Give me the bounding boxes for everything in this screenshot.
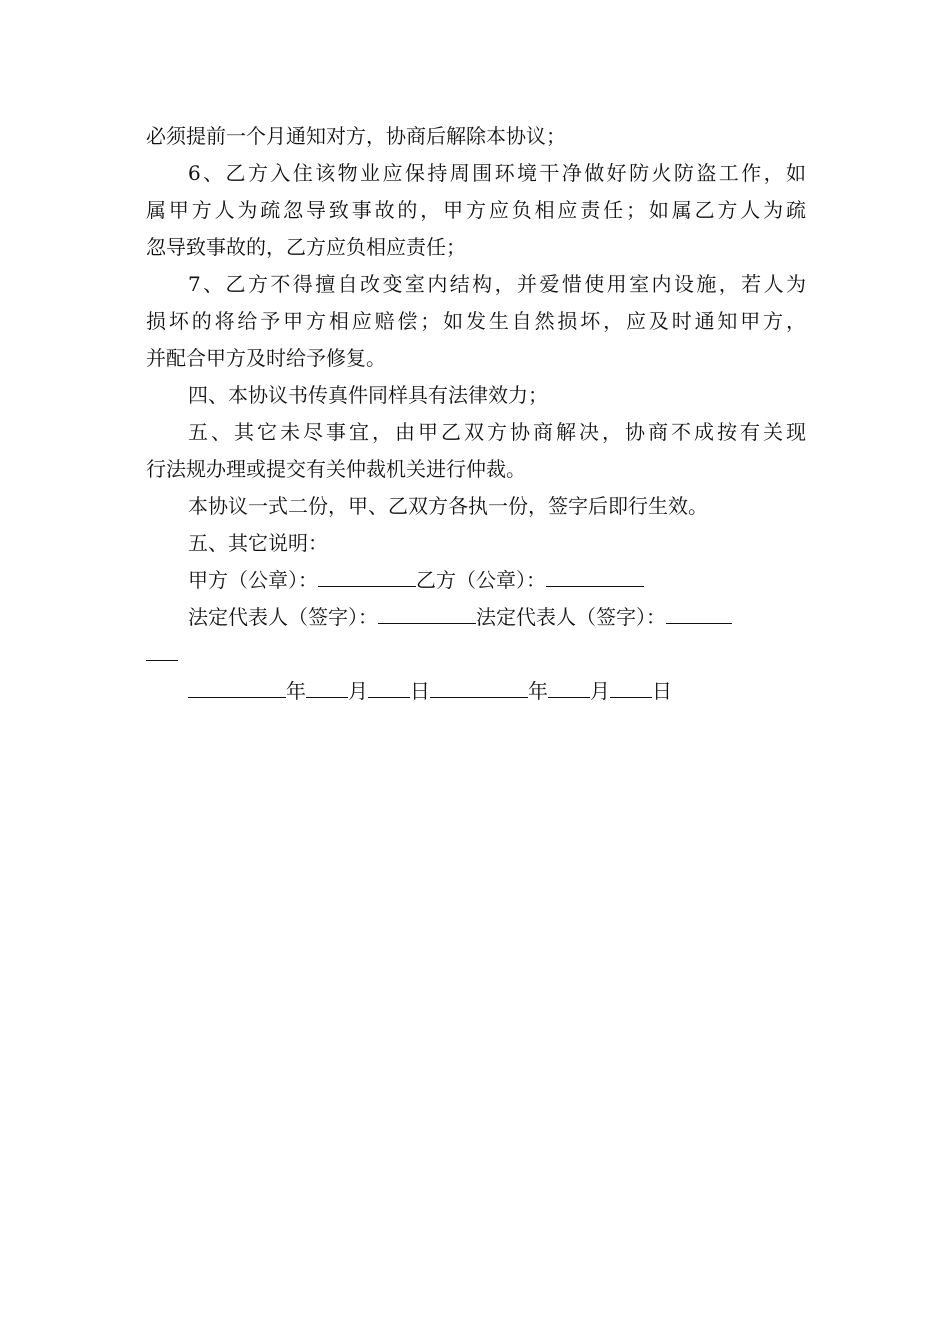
party-b-seal-blank[interactable] — [546, 568, 644, 587]
representative-signature-line — [146, 599, 806, 636]
paragraph-line: 四、本协议书传真件同样具有法律效力； — [188, 383, 548, 407]
paragraph-line: 必须提前一个月通知对方，协商后解除本协议； — [146, 124, 566, 148]
year-b-blank[interactable] — [430, 679, 528, 698]
day-a-label: 日 — [410, 679, 430, 703]
representative-signature-continuation — [146, 636, 806, 673]
day-b-label: 日 — [652, 679, 672, 703]
party-a-seal-blank[interactable] — [318, 568, 416, 587]
month-a-label: 月 — [348, 679, 368, 703]
rep-b-signature-blank-continued[interactable] — [146, 642, 178, 661]
rep-b-label: 法定代表人（签字）： — [476, 605, 666, 629]
day-a-blank[interactable] — [368, 679, 410, 698]
date-line — [146, 673, 806, 710]
party-b-seal-label: 乙方（公章）： — [416, 568, 546, 592]
paragraph-line: 忽导致事故的，乙方应负相应责任； — [146, 235, 466, 259]
month-b-blank[interactable] — [548, 679, 590, 698]
paragraph-line: 损坏的将给予甲方相应赔偿；如发生自然损坏，应及时通知甲方， — [146, 309, 806, 333]
rep-a-signature-blank[interactable] — [378, 605, 476, 624]
year-b-label: 年 — [528, 679, 548, 703]
document-body — [146, 118, 806, 710]
year-a-blank[interactable] — [188, 679, 286, 698]
year-a-label: 年 — [286, 679, 306, 703]
paragraph-line: 7、乙方不得擅自改变室内结构，并爱惜使用室内设施，若人为 — [188, 272, 806, 296]
paragraph-line: 五、其它未尽事宜，由甲乙双方协商解决，协商不成按有关现 — [188, 420, 806, 444]
day-b-blank[interactable] — [610, 679, 652, 698]
paragraph-line: 6、乙方入住该物业应保持周围环境干净做好防火防盗工作，如 — [188, 161, 806, 185]
paragraph-line: 本协议一式二份，甲、乙双方各执一份，签字后即行生效。 — [188, 494, 708, 518]
paragraph-line: 属甲方人为疏忽导致事故的，甲方应负相应责任；如属乙方人为疏 — [146, 198, 806, 222]
party-a-seal-label: 甲方（公章）： — [188, 568, 318, 592]
rep-b-signature-blank[interactable] — [666, 605, 732, 624]
month-b-label: 月 — [590, 679, 610, 703]
paragraph-line: 并配合甲方及时给予修复。 — [146, 346, 386, 370]
paragraph-line: 五、其它说明： — [188, 531, 328, 555]
rep-a-label: 法定代表人（签字）： — [188, 605, 378, 629]
seal-signature-line — [146, 562, 806, 599]
paragraph-line: 行法规办理或提交有关仲裁机关进行仲裁。 — [146, 457, 526, 481]
month-a-blank[interactable] — [306, 679, 348, 698]
